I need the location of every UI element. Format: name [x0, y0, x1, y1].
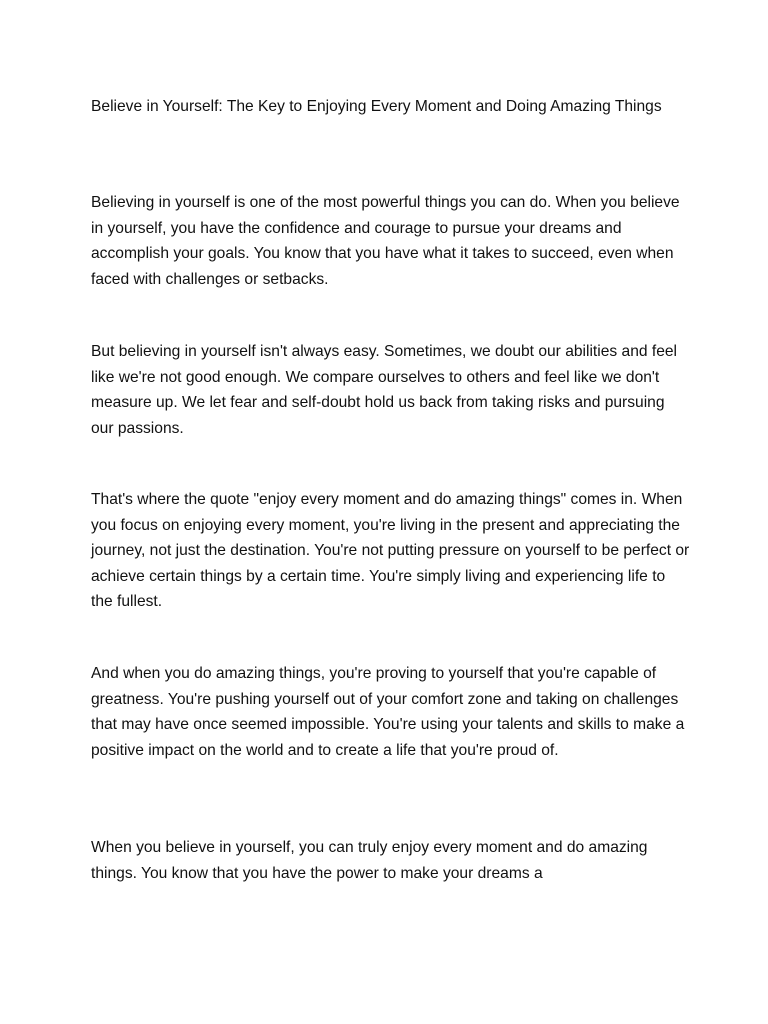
paragraph-1: Believing in yourself is one of the most powerful things you can do. When you believe in yourself, you have the confidence and courage to pursue your dreams and accomplish your goals. You know that you have what it takes to succeed, even when faced with challenges or setbacks.	[91, 194, 680, 288]
paragraph-2: But believing in yourself isn't always easy. Sometimes, we doubt our abilities and feel like we're not good enough. We compare ourselves to others and feel like we don't measure up. We let fear and self-doubt hold us back from taking risks and pursuing our passions.	[91, 343, 678, 437]
paragraph-4: And when you do amazing things, you're proving to yourself that you're capable of greatness. You're pushing yourself out of your comfort zone and taking on challenges that may have once seemed impossible. You're using your talents and skills to make a positive impact on the world and to create a life that you're proud of.	[91, 665, 685, 759]
paragraph-5: When you believe in yourself, you can truly enjoy every moment and do amazing things. You know that you have the power to make your dreams a	[91, 839, 648, 882]
paragraph-3: That's where the quote "enjoy every moment and do amazing things" comes in. When you focus on enjoying every moment, you're living in the present and appreciating the journey, not just the destination. You're not putting pressure on yourself to be perfect or achieve certain things by a certain time. You're simply living and experiencing life to the fullest.	[91, 491, 690, 611]
document-title: Believe in Yourself: The Key to Enjoying Every Moment and Doing Amazing Things	[91, 98, 662, 115]
